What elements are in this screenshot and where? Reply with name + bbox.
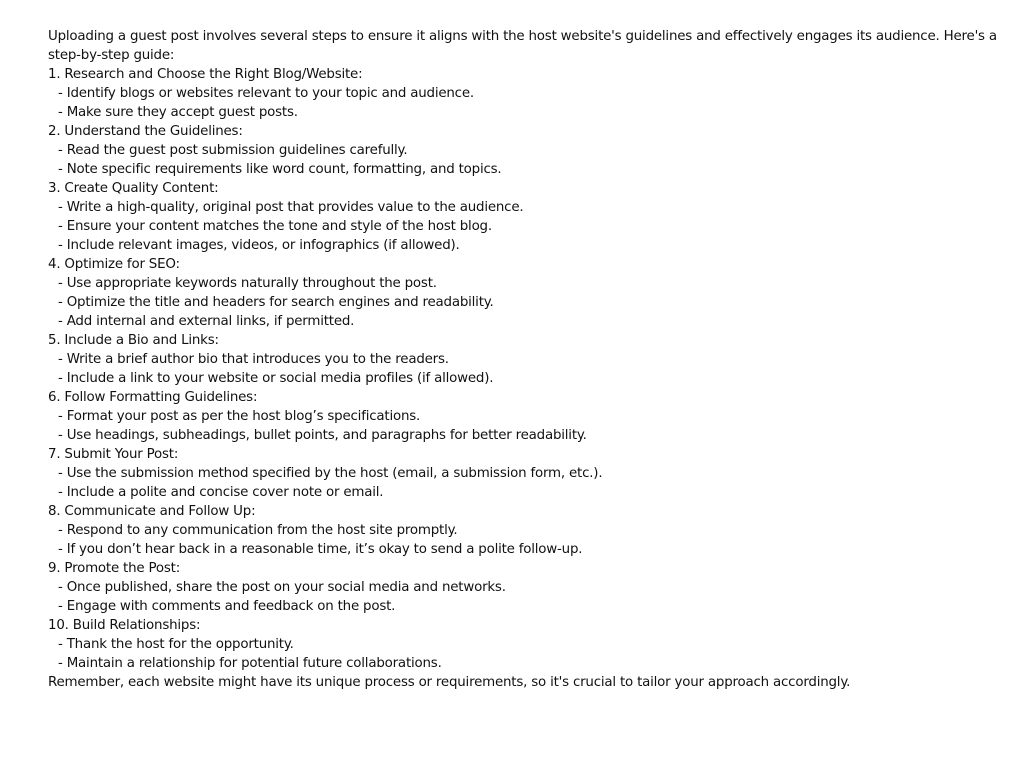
closing-text: Remember, each website might have its unique process or requirements, so it's crucial to tailor your approach accordingly.	[48, 675, 851, 690]
step-item: - Once published, share the post on your social media and networks.	[58, 580, 506, 595]
step-heading: 7. Submit Your Post:	[48, 447, 179, 462]
step-item: - Identify blogs or websites relevant to your topic and audience.	[58, 86, 474, 101]
step-heading: 3. Create Quality Content:	[48, 181, 219, 196]
step-item: - Make sure they accept guest posts.	[58, 105, 298, 120]
step-item: - Add internal and external links, if permitted.	[58, 314, 355, 329]
step-heading: 1. Research and Choose the Right Blog/Website:	[48, 67, 363, 82]
steps-list	[48, 65, 1008, 673]
step-heading: 2. Understand the Guidelines:	[48, 124, 243, 139]
step-heading: 6. Follow Formatting Guidelines:	[48, 390, 258, 405]
step-item: - Include a polite and concise cover note or email.	[58, 485, 384, 500]
step-item: - Include relevant images, videos, or infographics (if allowed).	[58, 238, 460, 253]
step-item: - Include a link to your website or social media profiles (if allowed).	[58, 371, 494, 386]
step-item: - Respond to any communication from the host site promptly.	[58, 523, 458, 538]
intro-text: Uploading a guest post involves several steps to ensure it aligns with the host website's guidelines and effectively engages its audience. Here's a step-by-step guide:	[48, 29, 997, 63]
step-item: - If you don’t hear back in a reasonable time, it’s okay to send a polite follow-up.	[58, 542, 583, 557]
step-item: - Use headings, subheadings, bullet points, and paragraphs for better readability.	[58, 428, 587, 443]
step-heading: 4. Optimize for SEO:	[48, 257, 180, 272]
step-item: - Engage with comments and feedback on the post.	[58, 599, 396, 614]
step-item: - Use the submission method specified by the host (email, a submission form, etc.).	[58, 466, 603, 481]
step-item: - Read the guest post submission guidelines carefully.	[58, 143, 408, 158]
step-item: - Thank the host for the opportunity.	[58, 637, 294, 652]
step-item: - Optimize the title and headers for search engines and readability.	[58, 295, 494, 310]
guest-post-guide	[48, 27, 1008, 692]
step-heading: 10. Build Relationships:	[48, 618, 201, 633]
step-heading: 8. Communicate and Follow Up:	[48, 504, 256, 519]
step-item: - Maintain a relationship for potential future collaborations.	[58, 656, 442, 671]
step-item: - Note specific requirements like word count, formatting, and topics.	[58, 162, 502, 177]
step-item: - Format your post as per the host blog’s specifications.	[58, 409, 421, 424]
step-item: - Write a brief author bio that introduces you to the readers.	[58, 352, 449, 367]
step-heading: 5. Include a Bio and Links:	[48, 333, 219, 348]
step-item: - Use appropriate keywords naturally throughout the post.	[58, 276, 437, 291]
step-item: - Ensure your content matches the tone and style of the host blog.	[58, 219, 492, 234]
step-item: - Write a high-quality, original post that provides value to the audience.	[58, 200, 524, 215]
step-heading: 9. Promote the Post:	[48, 561, 181, 576]
